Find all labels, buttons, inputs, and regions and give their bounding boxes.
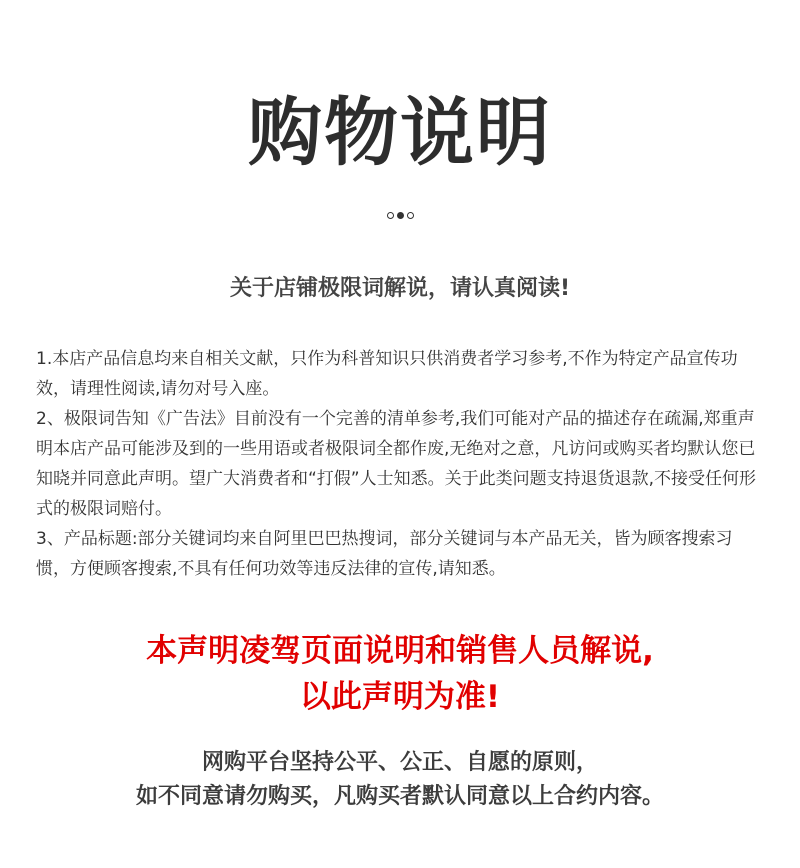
statement-line-2: 以此声明为准! [299, 679, 501, 715]
decorative-dots [0, 212, 800, 219]
statement-line-1: 本声明凌驾页面说明和销售人员解说, [146, 633, 654, 669]
page-title: 购物说明 [248, 90, 552, 176]
platform-principle [0, 746, 800, 814]
dot-icon [407, 212, 414, 219]
notice-paragraph-1: 1.本店产品信息均来自相关文献，只作为科普知识只供消费者学习参考,不作为特定产品宣传功效，请理性阅读,请勿对号入座。 [36, 349, 738, 399]
principle-line-2: 如不同意请勿购买，凡购买者默认同意以上合约内容。 [135, 784, 664, 809]
dot-icon [387, 212, 394, 219]
notice-paragraph-2: 2、极限词告知《广告法》目前没有一个完善的清单参考,我们可能对产品的描述存在疏漏,郑重声明本店产品可能涉及到的一些用语或者极限词全都作废,无绝对之意，凡访问或购买者均默认您已知晓并同意此声明。望广大消费者和“打假”人士知悉。关于此类问题支持退货退款,不接受任何形式的极限词赔付。 [36, 409, 757, 519]
subtitle: 关于店铺极限词解说，请认真阅读! [229, 276, 571, 301]
notice-paragraph-3: 3、产品标题:部分关键词均来自阿里巴巴热搜词，部分关键词与本产品无关，皆为顾客搜索习惯，方便顾客搜索,不具有任何功效等违反法律的宣传,请知悉。 [36, 529, 733, 579]
dot-filled-icon [397, 212, 404, 219]
override-statement [0, 628, 800, 720]
principle-line-1: 网购平台坚持公平、公正、自愿的原则， [201, 750, 598, 775]
notice-body [36, 344, 766, 584]
